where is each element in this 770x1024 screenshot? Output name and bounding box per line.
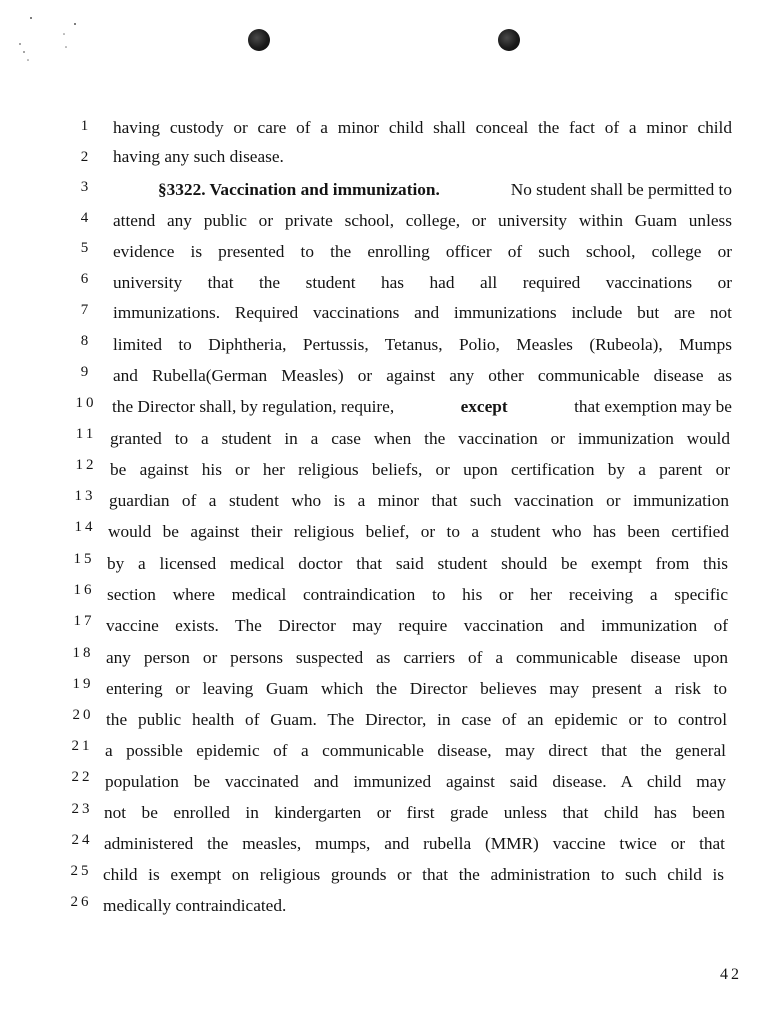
line-text: granted to a student in a case when the vaccination or immunization would <box>110 429 730 448</box>
line-text: limited to Diphtheria, Pertussis, Tetanus, Polio, Measles (Rubeola), Mumps <box>113 335 732 354</box>
line-number: 7 <box>80 302 92 318</box>
line-text: entering or leaving Guam which the Director believes may present a risk to <box>106 679 727 698</box>
line-number: 8 <box>80 333 92 349</box>
line-text: section where medical contraindication to his or her receiving a specific <box>107 585 728 604</box>
line-number: 14 <box>74 519 96 535</box>
line-number: 16 <box>73 582 95 598</box>
line-text-before: the Director shall, by regulation, require, <box>112 397 399 416</box>
line-text: by a licensed medical doctor that said student should be exempt from this <box>107 554 728 573</box>
line-number: 19 <box>72 676 94 692</box>
line-text: evidence is presented to the enrolling officer of such school, college or <box>113 242 732 261</box>
line-number: 6 <box>80 271 92 287</box>
line-number: 24 <box>71 832 93 848</box>
line-number: 26 <box>70 894 92 910</box>
line-number: 21 <box>71 738 93 754</box>
line-text: and Rubella(German Measles) or against any other communicable disease as <box>113 366 732 385</box>
line-number: 5 <box>80 240 92 256</box>
line-number: 4 <box>80 210 92 226</box>
line-text <box>112 398 732 415</box>
line-text: medically contraindicated. <box>103 896 287 915</box>
line-number: 22 <box>71 769 93 785</box>
line-number: 25 <box>70 863 92 879</box>
line-number: 11 <box>75 426 97 442</box>
page-number: 42 <box>720 966 742 983</box>
emphasis-except: except <box>460 397 508 416</box>
line-text <box>158 181 732 198</box>
line-text-rest: No student shall be permitted to <box>510 180 732 199</box>
line-number: 23 <box>71 801 93 817</box>
line-number: 20 <box>72 707 94 723</box>
line-number: 17 <box>73 613 95 629</box>
line-number: 13 <box>74 488 96 504</box>
line-text: having any such disease. <box>113 147 284 166</box>
line-text: any person or persons suspected as carriers of a communicable disease upon <box>106 648 728 667</box>
line-text: a possible epidemic of a communicable disease, may direct that the general <box>105 741 726 760</box>
line-text: the public health of Guam. The Director, in case of an epidemic or to control <box>106 710 727 729</box>
line-number: 1 <box>80 118 92 134</box>
scan-specks <box>0 0 120 80</box>
line-number: 12 <box>75 457 97 473</box>
line-text: child is exempt on religious grounds or that the administration to such child is <box>103 865 724 884</box>
line-text: not be enrolled in kindergarten or first grade unless that child has been <box>104 803 725 822</box>
line-number: 15 <box>73 551 95 567</box>
punch-hole-right <box>498 29 520 51</box>
line-text: university that the student has had all required vaccinations or <box>113 273 732 292</box>
line-number: 3 <box>80 179 92 195</box>
line-text: guardian of a student who is a minor that such vaccination or immunization <box>109 491 729 510</box>
line-number: 10 <box>75 395 97 411</box>
section-heading: §3322. Vaccination and immunization. <box>158 180 440 199</box>
line-number: 18 <box>72 645 94 661</box>
line-text: be against his or her religious beliefs, or upon certification by a parent or <box>110 460 730 479</box>
line-text: attend any public or private school, college, or university within Guam unless <box>113 211 732 230</box>
line-text-after: that exemption may be <box>569 397 732 416</box>
line-number: 9 <box>80 364 92 380</box>
line-text: population be vaccinated and immunized against said disease. A child may <box>105 772 726 791</box>
line-text: vaccine exists. The Director may require vaccination and immunization of <box>106 616 728 635</box>
line-text: immunizations. Required vaccinations and immunizations include but are not <box>113 303 732 322</box>
line-text: would be against their religious belief, or to a student who has been certified <box>108 522 729 541</box>
line-text: having custody or care of a minor child shall conceal the fact of a minor child <box>113 118 732 137</box>
line-text: administered the measles, mumps, and rubella (MMR) vaccine twice or that <box>104 834 725 853</box>
punch-hole-left <box>248 29 270 51</box>
line-number: 2 <box>80 149 92 165</box>
